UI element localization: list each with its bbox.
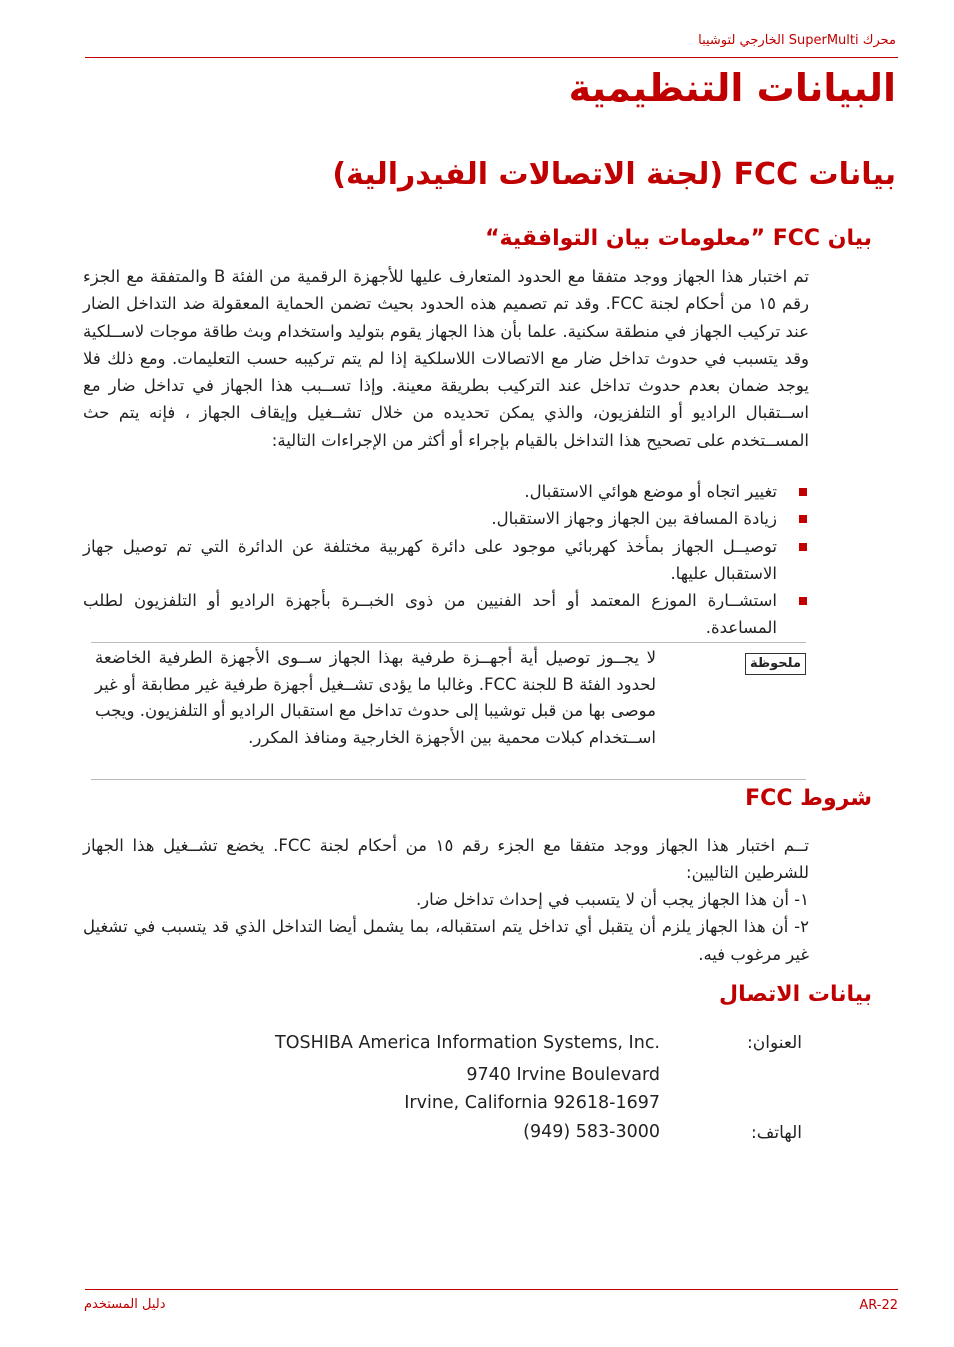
running-header: محرك SuperMulti الخارجي لتوشيبا xyxy=(698,33,896,48)
address-line: Irvine, California 92618-1697 xyxy=(404,1093,660,1113)
note-text: لا يجــوز توصيل أية أجهــزة طرفية بهذا الجهاز ســوى الأجهزة الطرفية الخاضعة لحدود الفئة B للجنة FCC. وغالبا ما يؤدى تشــغيل أجهزة طرفية غير مطابقة أو غير موصى بها من قبل توشيبا إلى حدوث تداخل مع استقبال الراديو أو التلفزيون. ويجب اســتخدام كبلات محمية بين الأجهزة الخارجية ومنافذ المكرر. xyxy=(95,648,656,747)
page-number: AR-22 xyxy=(859,1298,898,1313)
phone-label: الهاتف: xyxy=(751,1123,802,1143)
list-item: استشــارة الموزع المعتمد أو أحد الفنيين من ذوى الخبــرة بأجهزة الراديو أو التلفزيون لطلب المساعدة. xyxy=(83,587,809,642)
note-label: ملحوظة xyxy=(745,653,806,675)
address-label: العنوان: xyxy=(747,1033,802,1053)
conditions-list xyxy=(83,886,809,968)
list-item: تغيير اتجاه أو موضع هوائي الاستقبال. xyxy=(83,478,809,505)
bullet-icon xyxy=(799,488,807,496)
note-box xyxy=(91,642,806,780)
phone-number: (949) 583-3000 xyxy=(523,1122,660,1142)
compliance-heading: بيان FCC ”معلومات بيان التوافقية“ xyxy=(485,226,872,251)
bullet-icon xyxy=(799,597,807,605)
list-item: ١- أن هذا الجهاز يجب أن لا يتسبب في إحداث تداخل ضار. xyxy=(415,890,809,909)
page-title: البيانات التنظيمية xyxy=(568,66,896,110)
bullet-icon xyxy=(799,515,807,523)
compliance-paragraph: تم اختبار هذا الجهاز ووجد متفقا مع الحدود المتعارف عليها للأجهزة الرقمية من الفئة B والمتفقة مع الجزء رقم ١٥ من أحكام لجنة FCC. وقد تم تصميم هذه الحدود بحيث تضمن الحماية المعقولة ضد التداخل الضار عند تركيب الجهاز في منطقة سكنية. علما بأن هذا الجهاز يقوم بتوليد واستخدام وبث طاقة موجات لاســلكية وقد يتسبب في حدوث تداخل ضار مع الاتصالات اللاسلكية إذا لم يتم تركيبه حسب التعليمات. ومع ذلك فلا يوجد ضمان بعدم حدوث تداخل عند التركيب بطريقة معينة. وإذا تســبب هذا الجهاز في تداخل ضار مع اســتقبال الراديو أو التلفزيون، والذي يمكن تحديده من خلال تشــغيل وإيقاف الجهاز ، فإنه يتم حث المســتخدم على تصحيح هذا التداخل بالقيام بإجراء أو أكثر من الإجراءات التالية: xyxy=(83,267,809,450)
bullet-icon xyxy=(799,543,807,551)
list-item: توصيــل الجهاز بمأخذ كهربائي موجود على دائرة كهربية مختلفة عن الدائرة التي تم توصيل جهاز الاستقبال عليها. xyxy=(83,533,809,588)
header-rule xyxy=(85,57,898,58)
footer-manual-title: دليل المستخدم xyxy=(84,1297,166,1312)
conditions-intro: تــم اختبار هذا الجهاز ووجد متفقا مع الجزء رقم ١٥ من أحكام لجنة FCC. يخضع تشــغيل هذا الجهاز للشرطين التاليين: xyxy=(83,836,809,883)
conditions-heading: شروط FCC xyxy=(745,786,872,811)
address-line: TOSHIBA America Information Systems, Inc. xyxy=(275,1033,660,1053)
contact-heading: بيانات الاتصال xyxy=(718,982,872,1007)
list-item: زيادة المسافة بين الجهاز وجهاز الاستقبال. xyxy=(83,505,809,532)
section-title: بيانات FCC (لجنة الاتصالات الفيدرالية) xyxy=(332,157,896,192)
remedy-list xyxy=(83,478,809,642)
footer-rule xyxy=(85,1289,898,1290)
address-line: 9740 Irvine Boulevard xyxy=(466,1065,660,1085)
list-item: ٢- أن هذا الجهاز يلزم أن يتقبل أي تداخل يتم استقباله، بما يشمل أيضا التداخل الذي قد يتسبب في تشغيل غير مرغوب فيه. xyxy=(83,917,809,964)
